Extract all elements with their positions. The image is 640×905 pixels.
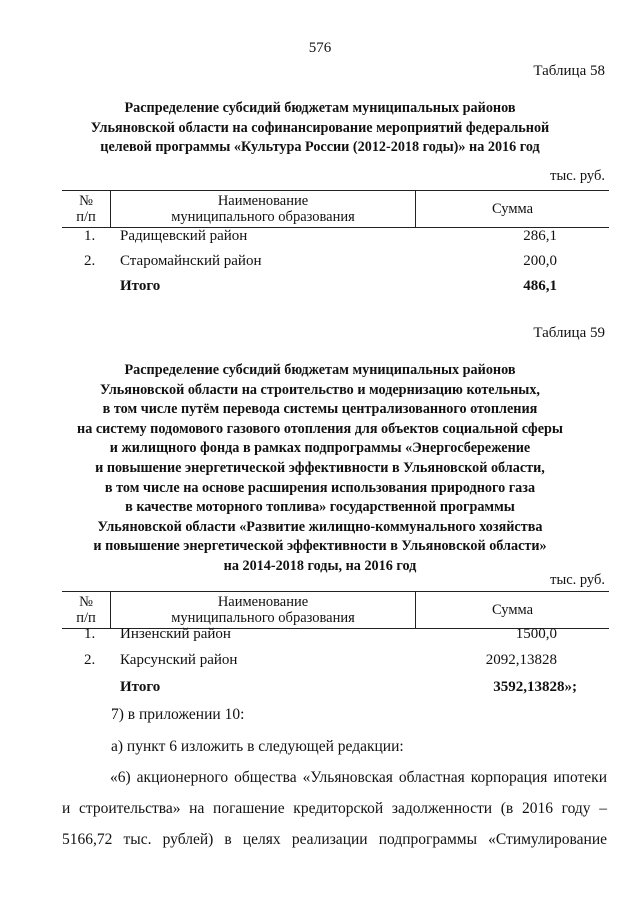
title-line: и жилищного фонда в рамках подпрограммы «Энергосбережение [109, 440, 531, 457]
total-label: Итого [120, 679, 161, 695]
header-sum: Сумма [491, 601, 534, 618]
header-name-line2: муниципального образования [171, 610, 355, 626]
row-num: 1. [84, 228, 96, 244]
header-num-symbol: № [79, 594, 93, 610]
row-num: 1. [84, 626, 96, 642]
table-58-unit: тыс. руб. [550, 168, 605, 184]
title-line: Распределение субсидий бюджетам муниципальных районов [124, 362, 516, 378]
row-sum: 200,0 [523, 253, 557, 269]
item-a: а) пункт 6 изложить в следующей редакции: [111, 738, 404, 755]
header-num-symbol: № [79, 193, 93, 209]
table-59-header [62, 591, 609, 629]
total-label: Итого [120, 278, 161, 294]
header-name-line2: муниципального образования [171, 209, 355, 225]
paragraph-line-3: 5166,72 тыс. рублей) в целях реализации подпрограммы «Стимулирование [62, 831, 607, 848]
title-line: и повышение энергетической эффективности в Ульяновской области, [95, 459, 545, 476]
title-line: на 2014-2018 годы, на 2016 год [223, 557, 417, 574]
title-line: в том числе путём перевода системы централизованного отопления [102, 401, 538, 418]
table-row [62, 253, 609, 273]
table-58-header [62, 190, 609, 228]
table-row [62, 626, 609, 646]
page-number: 576 [308, 40, 332, 56]
paragraph-line-1: «6) акционерного общества «Ульяновская областная корпорация ипотеки [110, 769, 607, 786]
table-59-label: Таблица 59 [533, 325, 605, 341]
title-line: Распределение субсидий бюджетам муниципальных районов [124, 100, 516, 116]
total-sum: 486,1 [523, 278, 557, 294]
row-sum: 1500,0 [515, 626, 557, 642]
header-name-cell [110, 191, 416, 227]
header-sum-cell [416, 592, 609, 628]
table-59-title [60, 361, 580, 577]
header-num-pp: п/п [76, 610, 96, 626]
paragraph-line-2: и строительства» на погашение кредиторской задолженности (в 2016 году – [62, 800, 607, 817]
header-name-line1: Наименование [217, 594, 309, 610]
title-line: Ульяновской области на софинансирование мероприятий федеральной [90, 119, 550, 136]
header-sum: Сумма [491, 200, 534, 217]
title-line: Ульяновской области «Развитие жилищно-коммунального хозяйства [97, 518, 543, 535]
title-line: целевой программы «Культура России (2012-2018 годы)» на 2016 год [100, 139, 540, 156]
row-num: 2. [84, 652, 96, 668]
table-58-label: Таблица 58 [533, 63, 605, 79]
header-sum-cell [416, 191, 609, 227]
header-name-cell [110, 592, 416, 628]
table-59-unit: тыс. руб. [550, 572, 605, 588]
header-num-cell [62, 592, 110, 628]
row-name: Радищевский район [120, 228, 248, 244]
row-sum: 2092,13828 [485, 652, 557, 668]
row-name: Инзенский район [120, 626, 231, 642]
title-line: в том числе на основе расширения использования природного газа [104, 479, 536, 496]
total-sum: 3592,13828»; [493, 679, 577, 695]
header-num-cell [62, 191, 110, 227]
table-row [62, 652, 609, 672]
item-7: 7) в приложении 10: [111, 706, 245, 723]
table-total-row [62, 679, 609, 699]
title-line: и повышение энергетической эффективности в Ульяновской области» [93, 538, 547, 555]
table-row [62, 228, 609, 248]
title-line: в качестве моторного топлива» государственной программы [125, 499, 515, 516]
row-num: 2. [84, 253, 96, 269]
row-name: Карсунский район [120, 652, 238, 668]
title-line: Ульяновской области на строительство и модернизацию котельных, [100, 381, 540, 398]
header-num-pp: п/п [76, 209, 96, 225]
table-total-row [62, 278, 609, 298]
header-name-line1: Наименование [217, 193, 309, 209]
row-name: Старомайнский район [120, 253, 262, 269]
title-line: на систему подомового газового отопления для объектов социальной сферы [77, 420, 563, 437]
row-sum: 286,1 [523, 228, 557, 244]
table-58-title [60, 99, 580, 158]
